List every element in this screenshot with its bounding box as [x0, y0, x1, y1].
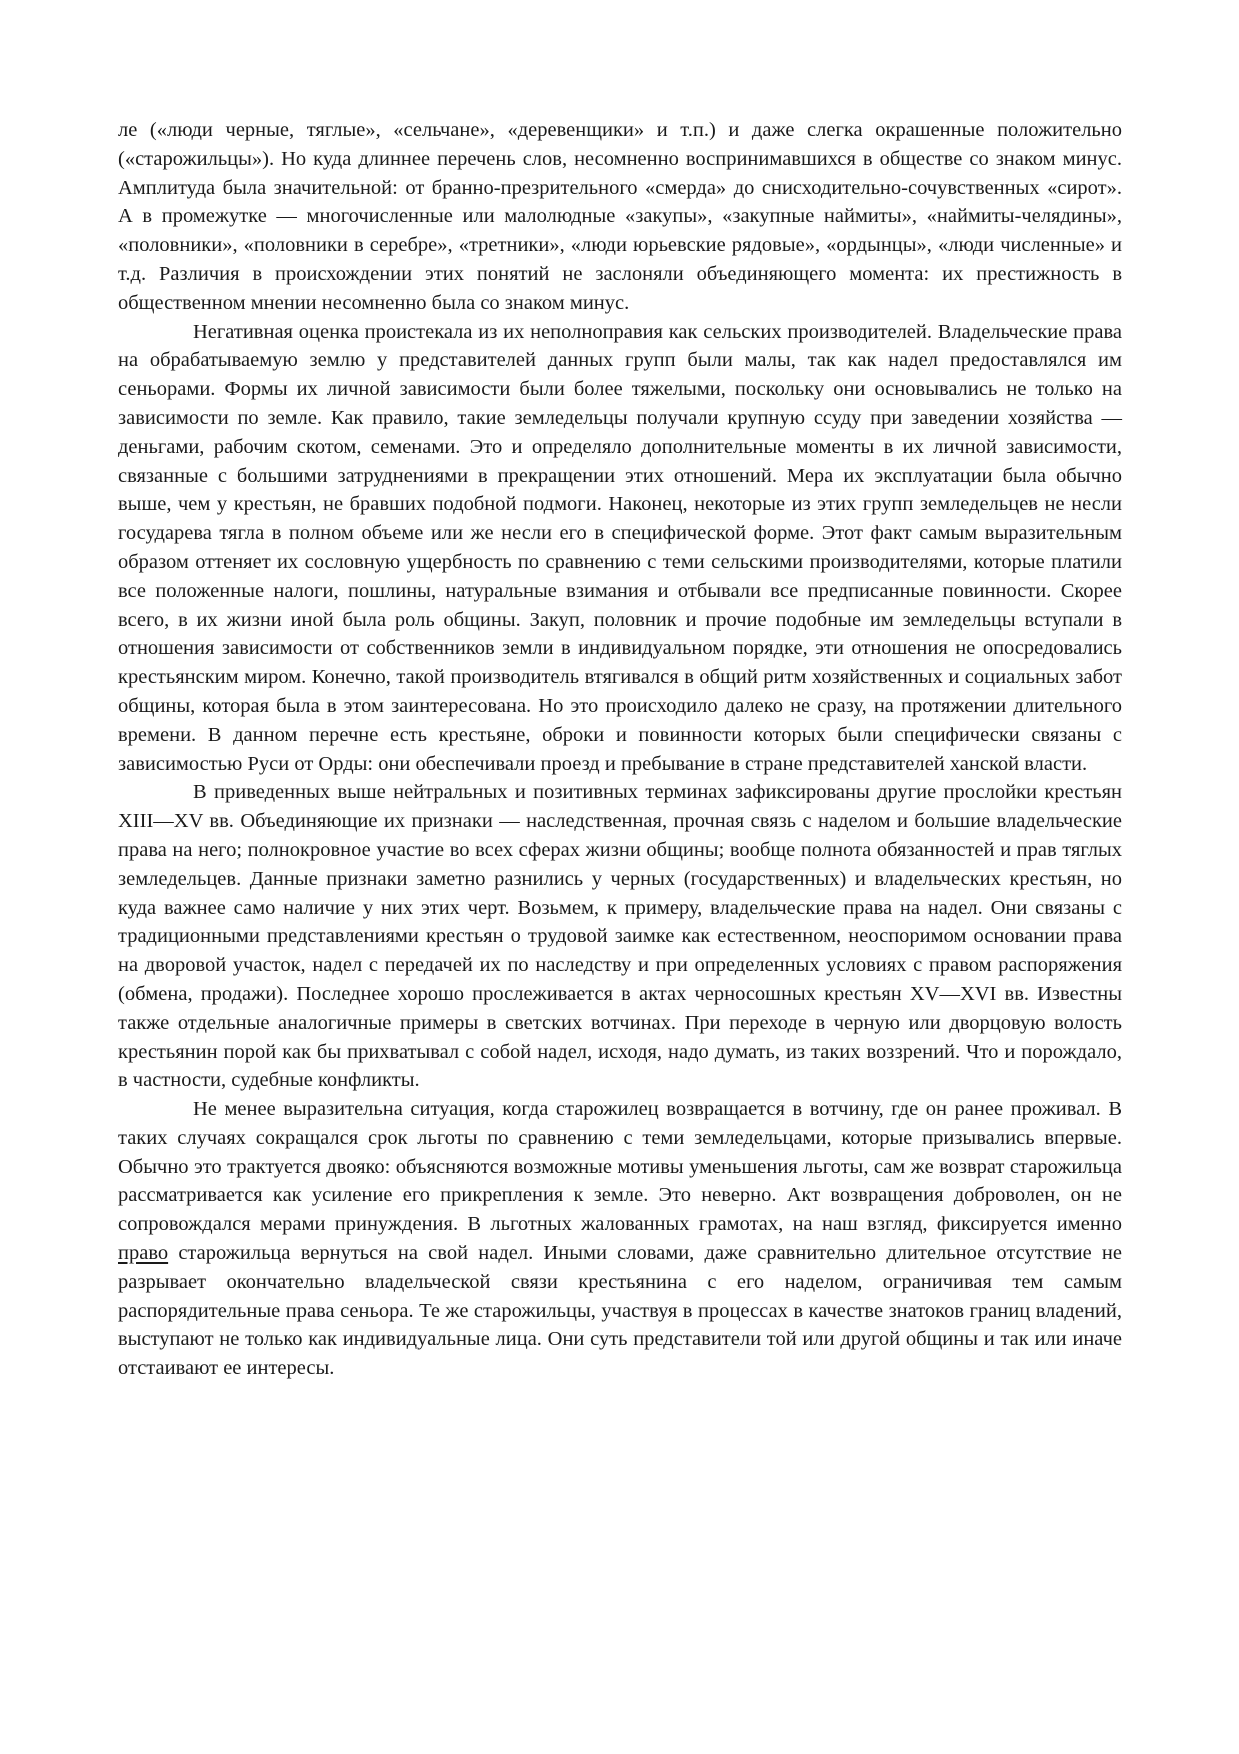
paragraph-4 — [118, 1095, 1122, 1383]
paragraph-2-text: Негативная оценка проистекала из их неполноправия как сельских производителей. Владельческие права на обрабатываемую землю у представителей данных групп были малы, так как надел предоставлялся им сеньорами. Формы их личной зависимости были более тяжелыми, поскольку они основывались не только на зависимости по земле. Как правило, такие земледельцы получали крупную ссуду при заведении хозяйства — деньгами, рабочим скотом, семенами. Это и определяло дополнительные моменты в их личной зависимости, связанные с большими затруднениями в прекращении этих отношений. Мера их эксплуатации была обычно выше, чем у крестьян, не бравших подобной подмоги. Наконец, некоторые из этих групп земледельцев не несли государева тягла в полном объеме или же несли его в специфической форме. Этот факт самым выразительным образом оттеняет их сословную ущербность по сравнению с теми сельскими производителями, которые платили все положенные налоги, пошлины, натуральные взимания и отбывали все предписанные повинности. Скорее всего, в их жизни иной была роль общины. Закуп, половник и прочие подобные им земледельцы вступали в отношения зависимости от собственников земли в индивидуальном порядке, эти отношения не опосредовались крестьянским миром. Конечно, такой производитель втягивался в общий ритм хозяйственных и социальных забот общины, которая была в этом заинтересована. Но это происходило далеко не сразу, на протяжении длительного времени. В данном перечне есть крестьяне, оброки и повинности которых были специфически связаны с зависимостью Руси от Орды: они обеспечивали проезд и пребывание в стране представителей ханской власти. — [118, 320, 1122, 775]
paragraph-2 — [118, 318, 1122, 779]
underlined-word-pravo: право — [118, 1242, 169, 1265]
paragraph-3-text: В приведенных выше нейтральных и позитивных терминах зафиксированы другие прослойки крестьян XIII—XV вв. Объединяющие их признаки — наследственная, прочная связь с наделом и большие владельческие права на него; полнокровное участие во всех сферах жизни общины; вообще полнота обязанностей и прав тяглых земледельцев. Данные признаки заметно разнились у черных (государственных) и владельческих крестьян, но куда важнее само наличие у них этих черт. Возьмем, к примеру, владельческие права на надел. Они связаны с традиционными представлениями крестьян о трудовой заимке как естественном, неоспоримом основании права на дворовой участок, надел с передачей их по наследству и при определенных условиях с правом распоряжения (обмена, продажи). Последнее хорошо прослеживается в актах черносошных крестьян XV—XVI вв. Известны также отдельные аналогичные примеры в светских вотчинах. При переходе в черную или дворцовую волость крестьянин порой как бы прихватывал с собой надел, исходя, надо думать, из таких воззрений. Что и порождало, в частности, судебные конфликты. — [118, 781, 1122, 1092]
document-page — [118, 116, 1122, 1383]
paragraph-3 — [118, 778, 1122, 1095]
paragraph-4-text-start: Не менее выразительна ситуация, когда старожилец возвращается в вотчину, где он ранее проживал. В таких случаях сокращался срок льготы по сравнению с теми земледельцами, которые призывались впервые. Обычно это трактуется двояко: объясняются возможные мотивы уменьшения льготы, сам же возврат старожильца рассматривается как усиление его прикрепления к земле. Это неверно. Акт возвращения доброволен, он не сопровождался мерами принуждения. В льготных жалованных грамотах, на наш взгляд, фиксируется именно — [118, 1098, 1122, 1236]
paragraph-4-text-end: старожильца вернуться на свой надел. Иными словами, даже сравнительно длительное отсутствие не разрывает окончательно владельческой связи крестьянина с его наделом, ограничивая тем самым распорядительные права сеньора. Те же старожильцы, участвуя в процессах в качестве знатоков границ владений, выступают не только как индивидуальные лица. Они суть представители той или другой общины и так или иначе отстаивают ее интересы. — [118, 1242, 1122, 1380]
paragraph-1-text: ле («люди черные, тяглые», «сельчане», «деревенщики» и т.п.) и даже слегка окрашенные положительно («старожильцы»). Но куда длиннее перечень слов, несомненно воспринимавшихся в обществе со знаком минус. Амплитуда была значительной: от бранно-презрительного «смерда» до снисходительно-сочувственных «сирот». А в промежутке — многочисленные или малолюдные «закупы», «закупные наймиты», «наймиты-челядины», «половники», «половники в серебре», «третники», «люди юрьевские рядовые», «ордынцы», «люди численные» и т.д. Различия в происхождении этих понятий не заслоняли объединяющего момента: их престижность в общественном мнении несомненно была со знаком минус. — [118, 119, 1122, 314]
paragraph-1 — [118, 116, 1122, 318]
